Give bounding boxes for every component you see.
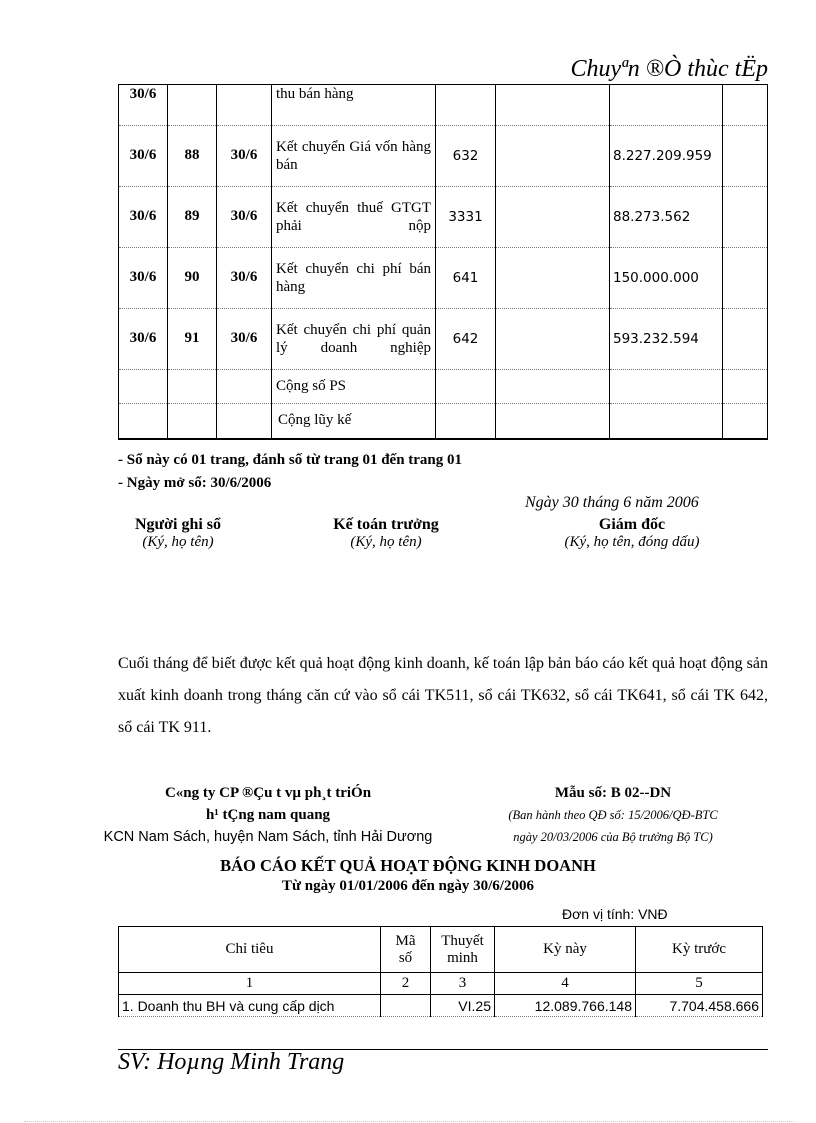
ledger-voucher-no: 88 [168,125,217,186]
ledger-voucher-no [168,403,217,439]
ledger-date: 30/6 [119,308,168,369]
ledger-voucher-date: 30/6 [217,186,272,247]
header-note-line1: Thuyết [441,932,484,949]
ledger-note-open-date: - Ngày mở sổ: 30/6/2006 [118,475,272,491]
index-cell: 2 [381,973,431,995]
ledger-row [119,84,768,125]
row-note: VI.25 [431,995,495,1017]
ledger-row [119,186,768,247]
ledger-row [119,369,768,403]
ledger-row [119,403,768,439]
page-bottom-edge [24,1121,794,1122]
income-statement-table [118,926,763,1017]
ledger-extra [723,125,768,186]
report-row [119,995,763,1017]
report-title: BÁO CÁO KẾT QUẢ HOẠT ĐỘNG KINH DOANH [220,856,596,875]
header-code-line2: số [398,949,413,966]
accountant-title: Kế toán trưởng [333,516,439,533]
signature-recorder [108,516,248,551]
ledger-debit [496,84,610,125]
accountant-hint: (Ký, họ tên) [350,534,422,550]
ledger-voucher-date [217,403,272,439]
recorder-title: Người ghi sổ [134,516,222,533]
form-code: Mẫu số: B 02--DN [554,785,672,801]
header-previous: Kỳ trước [636,927,763,973]
ledger-row [119,125,768,186]
index-cell: 3 [431,973,495,995]
ledger-credit: 150.000.000 [610,247,723,308]
ledger-voucher-date [217,369,272,403]
ledger-extra [723,403,768,439]
ledger-credit: 88.273.562 [610,186,723,247]
ledger-credit: 8.227.209.959 [610,125,723,186]
ledger-account [436,84,496,125]
ledger-voucher-no: 91 [168,308,217,369]
ledger-description: thu bán hàng [272,84,436,125]
header-item: Chỉ tiêu [119,927,381,973]
ledger-date: 30/6 [119,84,168,125]
header-note-line2: minh [447,949,478,966]
ledger-voucher-date: 30/6 [217,247,272,308]
ledger-debit [496,308,610,369]
row-item: 1. Doanh thu BH và cung cấp dịch [119,995,381,1017]
ledger-debit [496,125,610,186]
ledger-voucher-date: 30/6 [217,125,272,186]
ledger-extra [723,308,768,369]
ledger-voucher-date: 30/6 [217,308,272,369]
report-title-block [0,856,816,895]
row-previous: 7.704.458.666 [636,995,763,1017]
signature-date: Ngày 30 tháng 6 năm 2006 [525,494,699,511]
signature-director [532,516,732,551]
ledger-description: Kết chuyển chi phí bán hàng [272,247,436,308]
ledger-credit [610,403,723,439]
ledger-table [118,84,768,440]
ledger-account [436,369,496,403]
body-paragraph: Cuối tháng để biết được kết quả hoạt động kinh doanh, kế toán lập bản báo cáo kết quả hoạt động sản xuất kinh doanh trong tháng căn cứ vào sổ cái TK511, sổ cái TK632, sổ cái TK641, sổ cái TK 642, sổ cái TK 911. [118,655,768,736]
header-code-line1: Mã [395,932,416,949]
index-cell: 4 [495,973,636,995]
ledger-debit [496,247,610,308]
ledger-extra [723,84,768,125]
report-header-row [119,927,763,973]
ledger-date: 30/6 [119,247,168,308]
ledger-voucher-date [217,84,272,125]
header-note [431,927,495,973]
ledger-account: 642 [436,308,496,369]
ledger-date: 30/6 [119,186,168,247]
ledger-voucher-no [168,84,217,125]
ledger-voucher-no: 90 [168,247,217,308]
report-period: Từ ngày 01/01/2006 đến ngày 30/6/2006 [282,878,534,894]
ledger-voucher-no [168,369,217,403]
row-current: 12.089.766.148 [495,995,636,1017]
ledger-extra [723,186,768,247]
ledger-extra [723,247,768,308]
company-name-line1: C«ng ty CP ®Çu t vµ ph¸t triÓn [164,785,372,801]
ledger-row [119,308,768,369]
header-code [381,927,431,973]
ledger-total-cumulative: Cộng lũy kế [272,403,436,439]
form-block [478,782,748,848]
ledger-account: 641 [436,247,496,308]
ledger-credit: 593.232.594 [610,308,723,369]
index-cell: 5 [636,973,763,995]
company-name-line2: h¹ tÇng nam quang [205,807,331,823]
index-cell: 1 [119,973,381,995]
ledger-date [119,369,168,403]
company-address: KCN Nam Sách, huyện Nam Sách, tỉnh Hải Dương [103,829,433,845]
ledger-extra [723,369,768,403]
row-code [381,995,431,1017]
ledger-date [119,403,168,439]
ledger-description: Kết chuyển chi phí quản lý doanh nghiệp [272,308,436,369]
ledger-total-ps: Cộng số PS [272,369,436,403]
report-index-row [119,973,763,995]
ledger-note-pages: - Sổ này có 01 trang, đánh số từ trang 01 đến trang 01 [118,452,463,468]
header-current: Kỳ này [495,927,636,973]
currency-unit: Đơn vị tính: VNĐ [562,906,668,922]
page-header-title: Chuyªn ®Ò thùc tËp [570,56,768,82]
ledger-account [436,403,496,439]
ledger-account: 3331 [436,186,496,247]
ledger-description: Kết chuyển Giá vốn hàng bán [272,125,436,186]
ledger-credit [610,84,723,125]
form-issued-line2: ngày 20/03/2006 của Bộ trưởng Bộ TC) [513,830,713,844]
ledger-debit [496,403,610,439]
ledger-account: 632 [436,125,496,186]
director-hint: (Ký, họ tên, đóng dấu) [564,534,700,550]
signature-accountant [306,516,466,551]
ledger-debit [496,369,610,403]
ledger-date: 30/6 [119,125,168,186]
student-name: SV: Hoµng Minh Trang [118,1049,345,1075]
ledger-credit [610,369,723,403]
form-issued-line1: (Ban hành theo QĐ số: 15/2006/QĐ-BTC [508,808,718,822]
company-block [80,782,456,848]
recorder-hint: (Ký, họ tên) [142,534,214,550]
ledger-debit [496,186,610,247]
ledger-description: Kết chuyển thuế GTGT phải nộp [272,186,436,247]
ledger-voucher-no: 89 [168,186,217,247]
director-title: Giám đốc [598,516,666,533]
ledger-row [119,247,768,308]
